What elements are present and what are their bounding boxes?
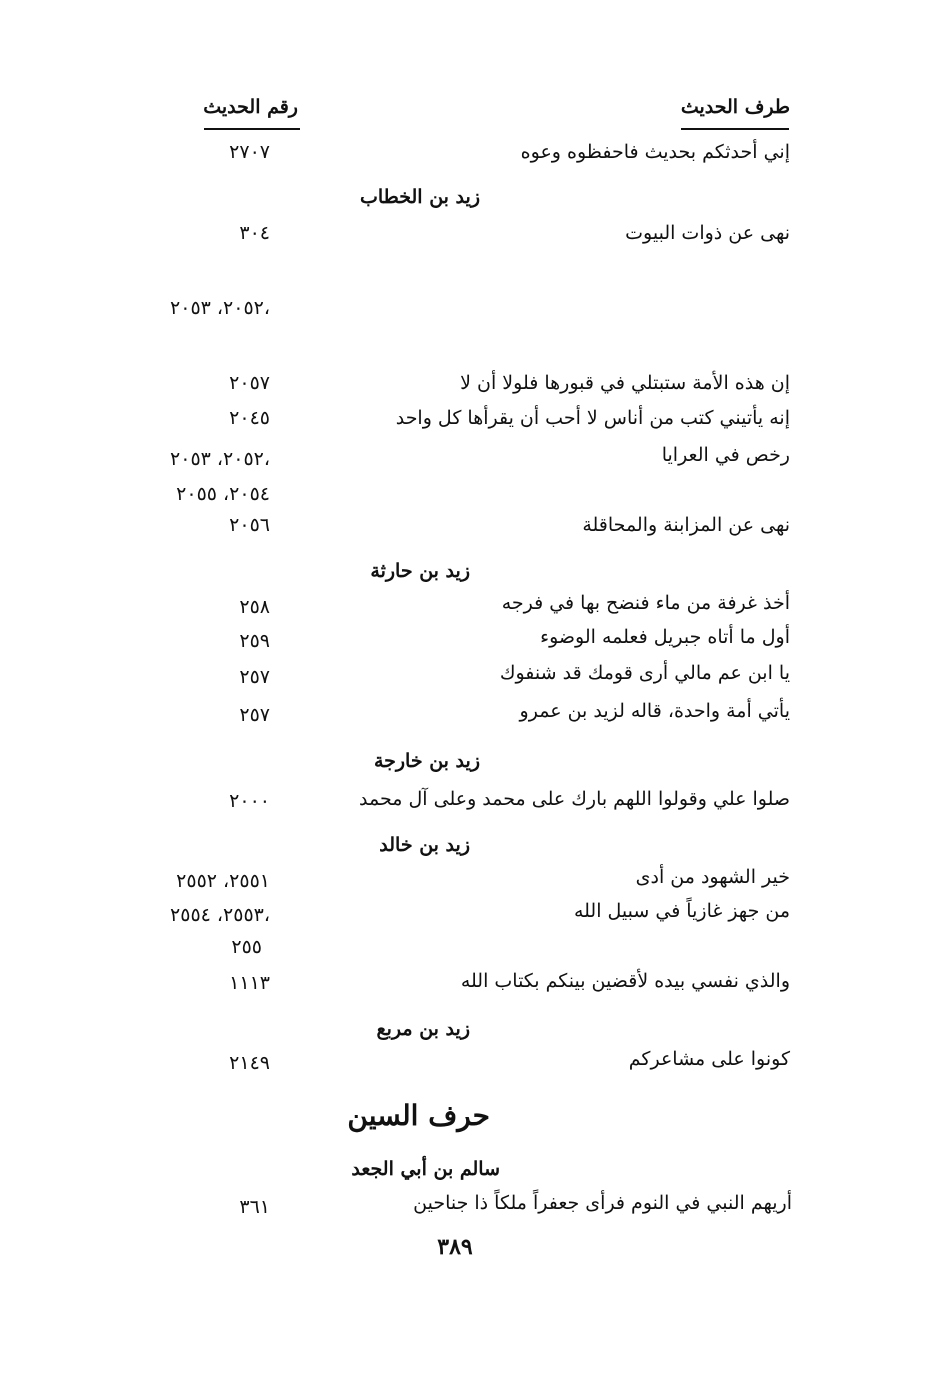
narrator-heading: زيد بن حارثة [370,560,470,582]
hadith-number: ٢٥٧ [239,704,270,726]
page-number: ٣٨٩ [437,1234,473,1260]
hadith-number: ٢٥٥٣، ٢٥٥٤، [170,904,270,926]
header-hadith-number: رقم الحديث [203,96,298,118]
hadith-number: ٢٠٥٦ [229,514,270,536]
hadith-text: صلوا علي وقولوا اللهم بارك على محمد وعلى آل محمد [359,788,790,810]
hadith-text: أول ما أتاه جبريل فعلمه الوضوء [540,626,790,648]
hadith-text: أخذ غرفة من ماء فنضح بها في فرجه [501,592,790,614]
hadith-text: من جهز غازياً في سبيل الله [573,900,790,922]
hadith-text: إني أحدثكم بحديث فاحفظوه وعوه [520,141,790,163]
header-left-underline [204,128,300,130]
narrator-heading: زيد بن مربع [376,1018,470,1040]
hadith-number: ١١١٣ [229,972,270,994]
hadith-number: ٢٠٥٧ [229,372,270,394]
hadith-number: ٢٠٤٥ [229,407,270,429]
hadith-number: ٢٥٥ [231,936,262,958]
narrator-heading: زيد بن خارجة [373,750,480,772]
hadith-number: ٣٦١ [239,1196,270,1218]
hadith-text: يأتي أمة واحدة، قاله لزيد بن عمرو [519,700,790,722]
hadith-text: يا ابن عم مالي أرى قومك قد شنفوك [499,662,790,684]
hadith-number: ٢٠٥٤، ٢٠٥٥ [176,483,270,505]
hadith-text: إنه يأتيني كتب من أناس لا أحب أن يقرأها كل واحد [395,407,790,429]
hadith-number: ٢٥٧ [239,666,270,688]
hadith-number: ٢٠٥٢، ٢٠٥٣، [170,448,270,470]
hadith-text: نهى عن ذوات البيوت [625,222,790,244]
hadith-number: ٣٠٤ [239,222,270,244]
hadith-text: إن هذه الأمة ستبتلي في قبورها فلولا أن لا [460,372,790,394]
hadith-number: ٢١٤٩ [229,1052,270,1074]
hadith-text: خير الشهود من أدى [635,866,790,888]
hadith-text: نهى عن المزابنة والمحاقلة [582,514,790,536]
narrator-heading: زيد بن الخطاب [359,186,480,208]
header-hadith-beginning: طرف الحديث [680,96,790,118]
narrator-heading: زيد بن خالد [379,834,470,856]
section-heading: حرف السين [347,1099,490,1132]
hadith-text: أريهم النبي في النوم فرأى جعفراً ملكاً ذا جناحين [413,1192,792,1214]
hadith-text: كونوا على مشاعركم [628,1048,790,1070]
hadith-number: ٢٠٠٠ [229,790,270,812]
hadith-number: ٢٥٥١، ٢٥٥٢ [176,870,270,892]
hadith-number: ٢٠٥٢، ٢٠٥٣، [170,297,270,319]
hadith-text: والذي نفسي بيده لأقضين بينكم بكتاب الله [460,970,790,992]
header-right-underline [681,128,789,130]
hadith-number: ٢٧٠٧ [229,141,270,163]
hadith-number: ٢٥٩ [239,630,270,652]
narrator-heading: سالم بن أبي الجعد [351,1158,500,1180]
hadith-text: رخص في العرايا [661,444,790,466]
hadith-number: ٢٥٨ [239,596,270,618]
